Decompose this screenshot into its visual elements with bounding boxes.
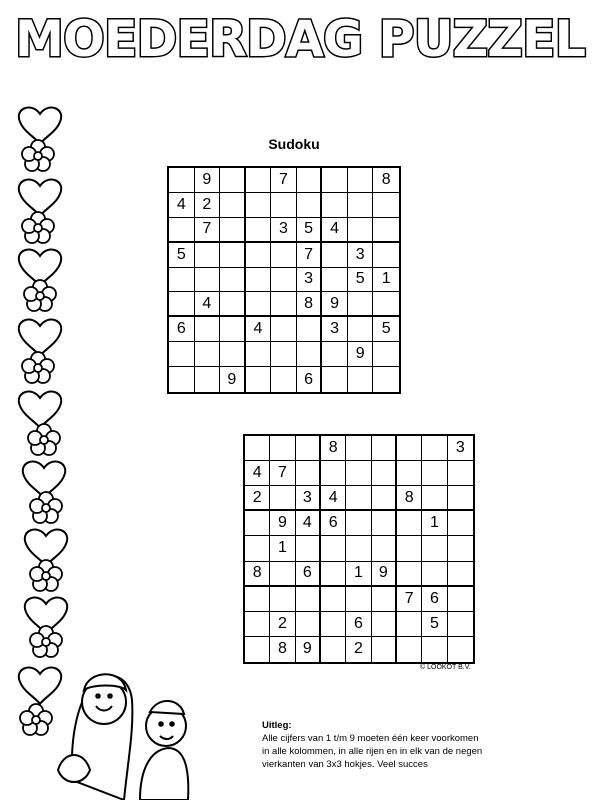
sudoku-cell[interactable]: 8	[270, 637, 295, 662]
sudoku-cell[interactable]: 4	[169, 193, 195, 218]
sudoku-cell[interactable]	[422, 536, 447, 561]
sudoku-cell[interactable]	[245, 612, 270, 637]
sudoku-cell[interactable]	[346, 511, 371, 536]
sudoku-cell[interactable]	[246, 292, 272, 317]
sudoku-cell[interactable]	[372, 536, 397, 561]
sudoku-cell[interactable]	[348, 292, 374, 317]
sudoku-cell[interactable]: 8	[297, 292, 323, 317]
sudoku-cell[interactable]	[322, 367, 348, 392]
sudoku-cell[interactable]	[296, 461, 321, 486]
flower-icon	[30, 492, 62, 523]
sudoku-cell[interactable]	[348, 317, 374, 342]
sudoku-cell[interactable]: 1	[346, 562, 371, 587]
sudoku-cell[interactable]	[195, 342, 221, 367]
sudoku-cell[interactable]: 7	[271, 168, 297, 193]
sudoku-cell[interactable]: 8	[373, 168, 399, 193]
sudoku-cell[interactable]: 2	[346, 637, 371, 662]
sudoku-cell[interactable]	[220, 243, 246, 268]
sudoku-cell[interactable]	[321, 536, 346, 561]
sudoku-cell[interactable]: 6	[169, 317, 195, 342]
sudoku-cell[interactable]	[220, 193, 246, 218]
sudoku-cell[interactable]	[397, 436, 422, 461]
sudoku-cell[interactable]: 8	[321, 436, 346, 461]
sudoku-cell[interactable]: 3	[296, 486, 321, 511]
sudoku-cell[interactable]	[271, 317, 297, 342]
sudoku-cell[interactable]	[397, 562, 422, 587]
sudoku-cell[interactable]: 2	[270, 612, 295, 637]
sudoku-cell[interactable]: 6	[422, 587, 447, 612]
sudoku-cell[interactable]	[271, 243, 297, 268]
sudoku-cell[interactable]	[321, 461, 346, 486]
sudoku-cell[interactable]	[297, 342, 323, 367]
heart-icon	[19, 108, 61, 144]
sudoku-cell[interactable]	[271, 292, 297, 317]
sudoku-cell[interactable]	[422, 637, 447, 662]
sudoku-cell[interactable]: 3	[448, 436, 473, 461]
sudoku-cell[interactable]: 4	[296, 511, 321, 536]
sudoku-cell[interactable]: 6	[321, 511, 346, 536]
sudoku-cell[interactable]	[220, 218, 246, 243]
sudoku-cell[interactable]	[373, 342, 399, 367]
mother-and-child-illustration	[58, 674, 188, 800]
explanation-block	[262, 719, 592, 771]
sudoku-cell[interactable]: 5	[373, 317, 399, 342]
flower-icon	[30, 560, 62, 591]
sudoku-cell[interactable]	[296, 536, 321, 561]
sudoku-cell[interactable]: 7	[270, 461, 295, 486]
sudoku-cell[interactable]	[220, 292, 246, 317]
sudoku-cell[interactable]	[245, 511, 270, 536]
heart-icon	[19, 668, 61, 704]
sudoku-cell[interactable]: 2	[195, 193, 221, 218]
sudoku-cell[interactable]	[296, 436, 321, 461]
sudoku-cell[interactable]	[422, 436, 447, 461]
sudoku-cell[interactable]: 9	[296, 637, 321, 662]
sudoku-cell[interactable]	[372, 637, 397, 662]
sudoku-cell[interactable]	[348, 367, 374, 392]
sudoku-cell[interactable]	[373, 367, 399, 392]
sudoku-cell[interactable]: 9	[372, 562, 397, 587]
sudoku-cell[interactable]	[346, 436, 371, 461]
flower-icon	[30, 626, 62, 657]
sudoku-cell[interactable]: 9	[270, 511, 295, 536]
flower-icon	[22, 212, 54, 243]
sudoku-cell[interactable]	[372, 436, 397, 461]
sudoku-cell[interactable]	[169, 218, 195, 243]
sudoku-cell[interactable]: 9	[322, 292, 348, 317]
sudoku-cell[interactable]	[246, 243, 272, 268]
sudoku-cell[interactable]	[348, 218, 374, 243]
sudoku-cell[interactable]: 3	[322, 317, 348, 342]
sudoku-cell[interactable]: 3	[348, 243, 374, 268]
sudoku-cell[interactable]: 8	[245, 562, 270, 587]
explanation-line: vierkanten van 3x3 hokjes. Veel succes	[262, 759, 428, 770]
title-lettering	[0, 0, 600, 72]
sudoku-cell[interactable]: 4	[246, 317, 272, 342]
sudoku-cell[interactable]: 6	[346, 612, 371, 637]
sudoku-cell[interactable]	[195, 367, 221, 392]
explanation-line: in alle kolommen, in alle rijen en in elk van de negen	[262, 746, 483, 757]
sudoku-cell[interactable]: 1	[422, 511, 447, 536]
sudoku-cell[interactable]: 5	[169, 243, 195, 268]
sudoku-cell[interactable]	[372, 486, 397, 511]
sudoku-cell[interactable]	[246, 218, 272, 243]
title-text: MOEDERDAG PUZZEL	[15, 10, 586, 68]
sudoku-cell[interactable]	[270, 587, 295, 612]
explanation-line: Alle cijfers van 1 t/m 9 moeten één keer voorkomen	[262, 733, 479, 744]
sudoku-cell[interactable]: 5	[422, 612, 447, 637]
page-title	[0, 0, 600, 72]
sudoku-cell[interactable]: 6	[296, 562, 321, 587]
sudoku-cell[interactable]: 9	[195, 168, 221, 193]
sudoku-cell[interactable]: 3	[297, 268, 323, 293]
sudoku-grid-1	[167, 166, 401, 394]
sudoku-cell[interactable]	[246, 268, 272, 293]
sudoku-cell[interactable]	[373, 193, 399, 218]
sudoku-cell[interactable]	[321, 612, 346, 637]
copyright-note: © LOOKOT B.V.	[420, 664, 471, 671]
sudoku-cell[interactable]	[348, 193, 374, 218]
sudoku-cell[interactable]: 9	[220, 367, 246, 392]
sudoku-cell[interactable]	[372, 511, 397, 536]
sudoku-cell[interactable]: 5	[297, 218, 323, 243]
sudoku-cell[interactable]	[270, 562, 295, 587]
sudoku-cell[interactable]: 8	[397, 486, 422, 511]
sudoku-cell[interactable]	[397, 637, 422, 662]
sudoku-cell[interactable]	[322, 243, 348, 268]
sudoku-cell[interactable]: 4	[321, 486, 346, 511]
sudoku-cell[interactable]	[397, 461, 422, 486]
flower-icon	[24, 280, 56, 311]
sudoku-cell[interactable]	[220, 317, 246, 342]
sudoku-cell[interactable]	[270, 486, 295, 511]
sudoku-cell[interactable]	[245, 436, 270, 461]
sudoku-cell[interactable]: 6	[297, 367, 323, 392]
sudoku-cell[interactable]	[373, 243, 399, 268]
sudoku-cell[interactable]	[195, 317, 221, 342]
sudoku-cell[interactable]: 4	[322, 218, 348, 243]
sudoku-cell[interactable]	[448, 461, 473, 486]
sudoku-cell[interactable]	[373, 218, 399, 243]
sudoku-cell[interactable]	[271, 342, 297, 367]
sudoku-cell[interactable]	[422, 461, 447, 486]
sudoku-cell[interactable]	[195, 268, 221, 293]
sudoku-cell[interactable]	[246, 193, 272, 218]
heart-icon	[19, 320, 61, 356]
sudoku-cell[interactable]	[322, 342, 348, 367]
sudoku-cell[interactable]	[220, 342, 246, 367]
sudoku-cell[interactable]	[169, 367, 195, 392]
sudoku-cell[interactable]	[422, 562, 447, 587]
sudoku-cell[interactable]	[246, 367, 272, 392]
sudoku-cell[interactable]	[422, 486, 447, 511]
sudoku-cell[interactable]	[220, 268, 246, 293]
sudoku-cell[interactable]	[346, 587, 371, 612]
sudoku-cell[interactable]	[448, 612, 473, 637]
sudoku-cell[interactable]	[397, 612, 422, 637]
sudoku-cell[interactable]: 7	[195, 218, 221, 243]
sudoku-cell[interactable]: 1	[373, 268, 399, 293]
sudoku-cell[interactable]	[271, 193, 297, 218]
sudoku-cell[interactable]	[448, 562, 473, 587]
sudoku-cell[interactable]: 4	[245, 461, 270, 486]
sudoku-cell[interactable]	[346, 536, 371, 561]
sudoku-cell[interactable]	[169, 292, 195, 317]
flower-icon	[22, 140, 54, 171]
sudoku-cell[interactable]	[322, 168, 348, 193]
sudoku-cell[interactable]	[372, 461, 397, 486]
sudoku-cell[interactable]: 9	[348, 342, 374, 367]
sudoku-cell[interactable]	[245, 637, 270, 662]
sudoku-cell[interactable]: 1	[270, 536, 295, 561]
sudoku-cell[interactable]	[448, 511, 473, 536]
sudoku-cell[interactable]: 4	[195, 292, 221, 317]
sudoku-cell[interactable]	[372, 587, 397, 612]
sudoku-cell[interactable]	[397, 511, 422, 536]
sudoku-cell[interactable]	[245, 536, 270, 561]
sudoku-cell[interactable]	[321, 587, 346, 612]
sudoku-cell[interactable]	[322, 193, 348, 218]
sudoku-cell[interactable]	[448, 637, 473, 662]
sudoku-cell[interactable]	[321, 562, 346, 587]
sudoku-cell[interactable]	[169, 342, 195, 367]
flower-icon	[22, 352, 54, 383]
flower-icon	[28, 424, 60, 455]
sudoku-cell[interactable]	[297, 168, 323, 193]
sudoku-cell[interactable]	[169, 268, 195, 293]
heart-icon	[19, 392, 61, 428]
sudoku-cell[interactable]	[346, 486, 371, 511]
sudoku-cell[interactable]	[246, 168, 272, 193]
sudoku-cell[interactable]	[321, 637, 346, 662]
sudoku-cell[interactable]	[448, 536, 473, 561]
sudoku-cell[interactable]	[169, 168, 195, 193]
sudoku-cell[interactable]	[297, 193, 323, 218]
sudoku-cell[interactable]	[271, 367, 297, 392]
heart-icon	[19, 180, 61, 216]
sudoku-cell[interactable]	[220, 168, 246, 193]
sudoku-cell[interactable]	[448, 587, 473, 612]
sudoku-cell[interactable]: 3	[271, 218, 297, 243]
sudoku-cell[interactable]: 7	[397, 587, 422, 612]
sudoku-cell[interactable]	[296, 587, 321, 612]
sudoku-cell[interactable]	[373, 292, 399, 317]
sudoku-cell[interactable]	[346, 461, 371, 486]
sudoku-cell[interactable]	[271, 268, 297, 293]
sudoku-cell[interactable]	[245, 587, 270, 612]
sudoku-cell[interactable]: 7	[297, 243, 323, 268]
sudoku-cell[interactable]	[448, 486, 473, 511]
flower-icon	[20, 704, 52, 735]
sudoku-cell[interactable]	[296, 612, 321, 637]
sudoku-cell[interactable]	[270, 436, 295, 461]
sudoku-cell[interactable]: 2	[245, 486, 270, 511]
sudoku-cell[interactable]	[246, 342, 272, 367]
sudoku-cell[interactable]	[397, 536, 422, 561]
sudoku-cell[interactable]	[297, 317, 323, 342]
sudoku-cell[interactable]: 5	[348, 268, 374, 293]
sudoku-heading: Sudoku	[268, 136, 320, 152]
sudoku-cell[interactable]	[195, 243, 221, 268]
sudoku-cell[interactable]	[348, 168, 374, 193]
sudoku-cell[interactable]	[372, 612, 397, 637]
sudoku-grid-2	[243, 434, 475, 664]
explanation-title: Uitleg:	[262, 720, 292, 731]
sudoku-cell[interactable]	[322, 268, 348, 293]
